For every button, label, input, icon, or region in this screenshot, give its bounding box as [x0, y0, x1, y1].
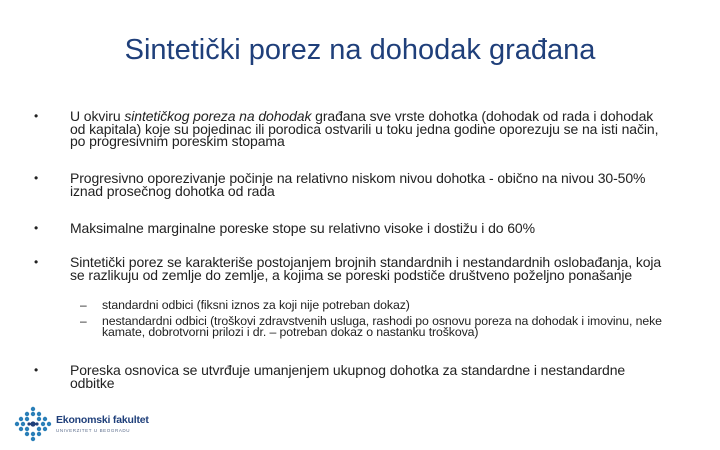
bullet-text: [70, 110, 670, 148]
logo-university: UNIVERZITET U BEOGRADU: [56, 428, 131, 433]
faculty-logo: [14, 406, 154, 444]
bullet-text: [70, 172, 670, 197]
bullet-marker: •: [34, 221, 39, 235]
sub-item-marker: –: [80, 314, 87, 328]
sub-item-text: standardni odbici (fiksni iznos za koji nije potreban dokaz): [102, 298, 410, 312]
bullet-text-segment: Maksimalne marginalne poreske stope su relativno visoke i dostižu i do 60%: [70, 220, 535, 236]
bullet-text-segment: Poreska osnovica se utvrđuje umanjenjem ukupnog dohotka za standardne i nestandardne odbitke: [70, 362, 626, 391]
bullet-text-segment: Sintetički porez se karakteriše postojanjem brojnih standardnih i nestandardnih oslobađanja, koja se razlikuju od zemlje do zemlje, a kojima se poreski podstiče društveno poželjno ponašanje: [70, 254, 662, 283]
bullet-text-segment: građana sve vrste dohotka (dohodak od rada i dohodak od kapitala) koje su pojedinac ili porodica ostvarili u toku jedna godine oporezuju se na isti način, po progresivnim poreskim stopama: [70, 108, 659, 150]
bullet-marker: •: [34, 171, 39, 185]
sub-item-marker: –: [80, 298, 87, 312]
bullet-marker: •: [34, 109, 39, 123]
bullet-text-segment: U okviru: [70, 108, 125, 124]
bullet-marker: •: [34, 363, 39, 377]
bullet-text: [70, 256, 670, 281]
sub-item-text: nestandardni odbici (troškovi zdravstvenih usluga, rashodi po osnovu poreza na dohodak i imovinu, neke kamate, dobrotvorni prilozi i dr. – potreban dokaz o nastanku troškova): [102, 314, 662, 339]
bullet-text-italic: sintetičkog poreza na dohodak: [124, 108, 312, 124]
dot-grid-logo-icon: [14, 406, 52, 442]
bullet-text: [70, 222, 670, 235]
bullet-text-segment: Progresivno oporezivanje počinje na relativno niskom nivou dohotka - obično na nivou 30-50% iznad prosečnog dohotka od rada: [70, 170, 646, 199]
logo-name: Ekonomski fakultet: [56, 414, 149, 426]
bullet-marker: •: [34, 255, 39, 269]
slide-title: Sintetički porez na dohodak građana: [124, 34, 596, 66]
bullet-text: [70, 364, 670, 389]
